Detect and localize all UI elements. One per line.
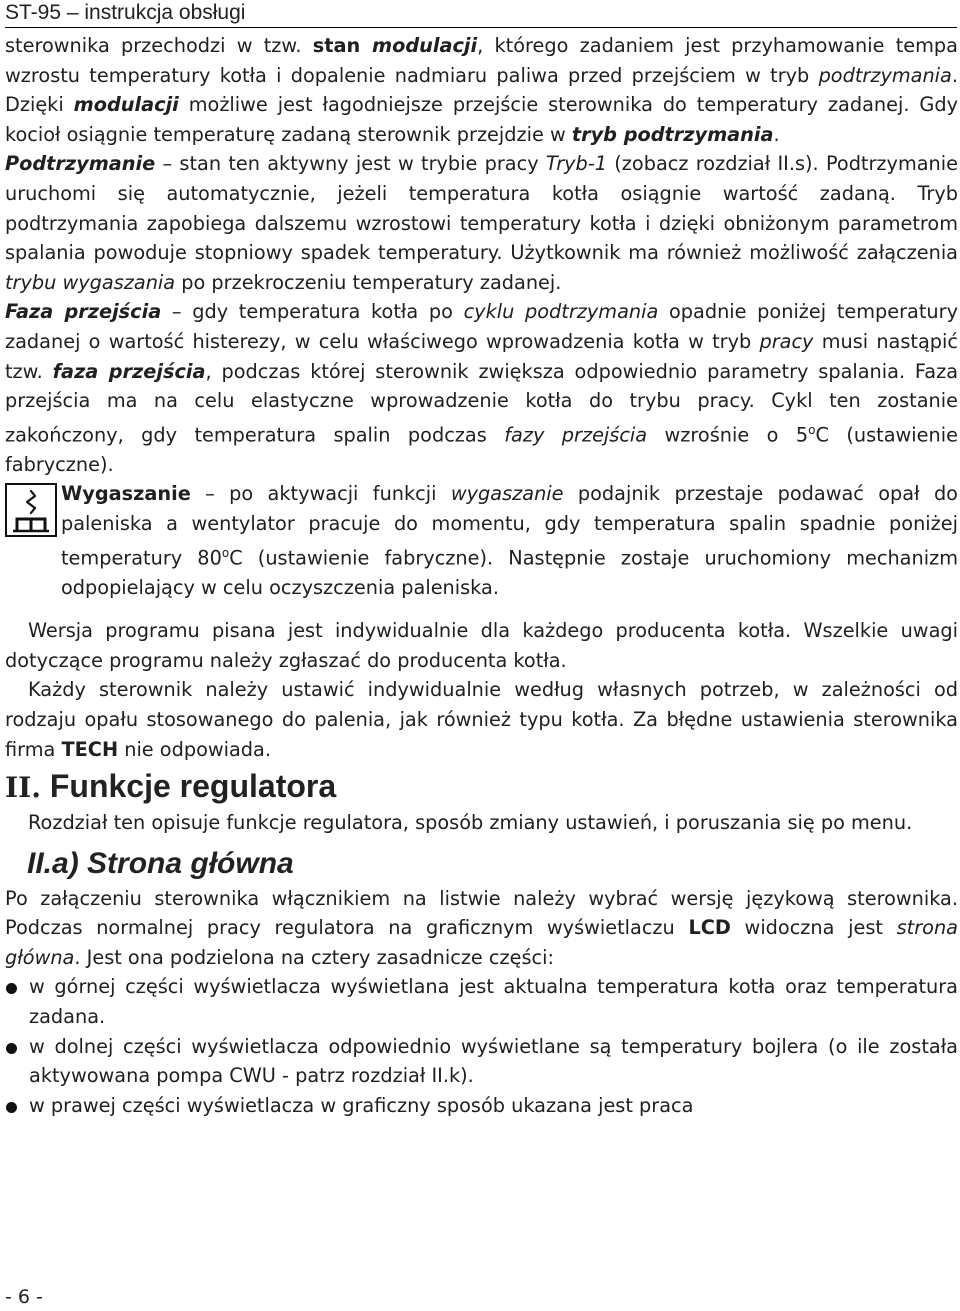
term-faza-przejscia: faza przejścia <box>52 359 206 383</box>
subsection-number: II.a) <box>27 846 79 880</box>
term-modulacji: modulacji <box>372 34 478 57</box>
list-item <box>5 1032 958 1091</box>
section-number: II. <box>5 771 41 805</box>
term-cyklu-podtrzymania: cyklu podtrzymania <box>463 300 659 324</box>
paragraph-modulation <box>5 31 958 149</box>
bullet-icon <box>6 1043 17 1054</box>
text: C (ustawienie fabryczne). Następnie zostaje uruchomiony mechanizm odpopielający w celu oczyszczenia paleniska. <box>61 545 958 599</box>
paragraph-main-page <box>5 884 958 973</box>
text: (zobacz rozdział II.s). Podtrzymanie uruchomi się automatycznie, jeżeli temperatura kotła osiągnie wartość zadaną. Tryb podtrzymania zapobiega dalszemu wzrostowi temperatury kotła i dzięki obniżonym parametrom spalania powoduje stopniowy spadek temperatury. Użytkownik ma również możliwość załączenia <box>5 152 958 265</box>
paragraph-settings-note <box>5 675 958 764</box>
text: sterownika przechodzi w tzw. <box>5 34 313 57</box>
text: C (ustawienie fabryczne). <box>5 423 958 476</box>
term-modulacji: modulacji <box>73 93 179 117</box>
page-content <box>5 31 958 1120</box>
extinguish-icon <box>5 483 57 537</box>
degree-sign: o <box>221 545 230 560</box>
degree-sign: o <box>808 422 816 437</box>
subsection-heading <box>27 844 958 884</box>
text: . <box>773 122 780 146</box>
term-podtrzymania: podtrzymania <box>818 63 952 87</box>
page-number: - 6 - <box>5 1286 43 1308</box>
term-wygaszanie: Wygaszanie <box>61 482 191 506</box>
text: Po załączeniu sterownika włącznikiem na listwie należy wybrać wersję językową sterownika. Podczas normalnej pracy regulatora na graficznym wyświetlaczu <box>5 886 958 940</box>
section-title: Funkcje regulatora <box>40 768 337 805</box>
text: , którego zadaniem jest przyhamowanie tempa wzrostu temperatury kotła i dopalenie nadmiaru paliwa przed przejściem w tryb <box>5 34 958 87</box>
bullet-text: w górnej części wyświetlacza wyświetlana jest aktualna temperatura kotła oraz temperatura zadana. <box>29 975 958 1029</box>
text: nie odpowiada. <box>118 737 271 761</box>
text: Rozdział ten opisuje funkcje regulatora, sposób zmiany ustawień, i poruszania się po menu. <box>28 811 913 835</box>
term-faza-przejscia: Faza przejścia <box>5 300 162 324</box>
text: , podczas której sterownik zwiększa odpowiednio parametry spalania. Faza przejścia ma na celu elastyczne wprowadzenie kotła do trybu pracy. Cykl ten zostanie zakończony, gdy temperatura spalin podczas <box>5 359 959 447</box>
list-item <box>5 972 958 1031</box>
text: Każdy sterownik należy ustawić indywidualnie według własnych potrzeb, w zależności od rodzaju opału stosowanego do palenia, jak również typu kotła. Za błędne ustawienia sterownika firma <box>5 678 958 761</box>
text: po przekroczeniu temperatury zadanej. <box>175 270 562 294</box>
bullet-icon <box>6 1102 17 1113</box>
list-item <box>5 1091 958 1121</box>
paragraph-program-version <box>5 616 958 675</box>
text: . Jest ona podzielona na cztery zasadnicze części: <box>74 945 555 969</box>
text: – gdy temperatura kotła po <box>161 300 464 324</box>
text: . Dzięki <box>5 63 958 117</box>
term-fazy-przejscia: fazy przejścia <box>504 423 648 447</box>
text: widoczna jest <box>730 916 897 940</box>
term-strona-glowna: strona główna <box>5 916 958 969</box>
text: – stan ten aktywny jest w trybie pracy <box>155 152 546 176</box>
bullet-icon <box>6 983 17 994</box>
section-heading <box>5 766 958 808</box>
text: musi nastąpić tzw. <box>5 329 958 383</box>
term-tryb-1: Tryb-1 <box>545 152 608 176</box>
subsection-title: Strona główna <box>78 846 294 880</box>
page-header <box>5 0 957 28</box>
bullet-text: w dolnej części wyświetlacza odpowiednio wyświetlane są temperatury bojlera (o ile została aktywowana pompa CWU - patrz rozdział II.k). <box>29 1034 958 1088</box>
term-lcd: LCD <box>688 916 731 940</box>
text: podajnik przestaje podawać opał do paleniska a wentylator pracuje do momentu, gdy temperatura spalin spadnie poniżej temperatury 80 <box>61 482 958 569</box>
text: możliwe jest łagodniejsze przejście sterownika do temperatury zadanej. Gdy kocioł osiągnie temperaturę zadaną sterownik przejdzie w <box>5 93 958 146</box>
term-trybu-wygaszania: trybu wygaszania <box>5 270 176 294</box>
header-title: ST-95 – instrukcja obsługi <box>5 1 246 24</box>
text: wzrośnie o 5 <box>647 423 809 447</box>
paragraph-wygaszanie <box>5 479 958 602</box>
paragraph-section-intro <box>5 808 958 838</box>
bullet-text: w prawej części wyświetlacza w graficzny sposób ukazana jest praca <box>29 1093 694 1117</box>
text: – po aktywacji funkcji <box>190 482 451 506</box>
term-tryb-podtrzymania: tryb podtrzymania <box>571 122 774 146</box>
term-podtrzymanie: Podtrzymanie <box>5 152 156 176</box>
term-pracy: pracy <box>759 329 814 353</box>
term: stan <box>312 34 372 57</box>
paragraph-podtrzymanie <box>5 149 958 297</box>
brand-tech: TECH <box>61 737 119 761</box>
paragraph-faza-przejscia <box>5 297 958 479</box>
text: Wersja programu pisana jest indywidualnie dla każdego producenta kotła. Wszelkie uwagi dotyczące programu należy zgłaszać do producenta kotła. <box>5 619 958 672</box>
text: opadnie poniżej temperatury zadanej o wartość histerezy, w celu właściwego wprowadzenia kotła w tryb <box>5 300 958 353</box>
term-wygaszanie-function: wygaszanie <box>450 482 564 506</box>
